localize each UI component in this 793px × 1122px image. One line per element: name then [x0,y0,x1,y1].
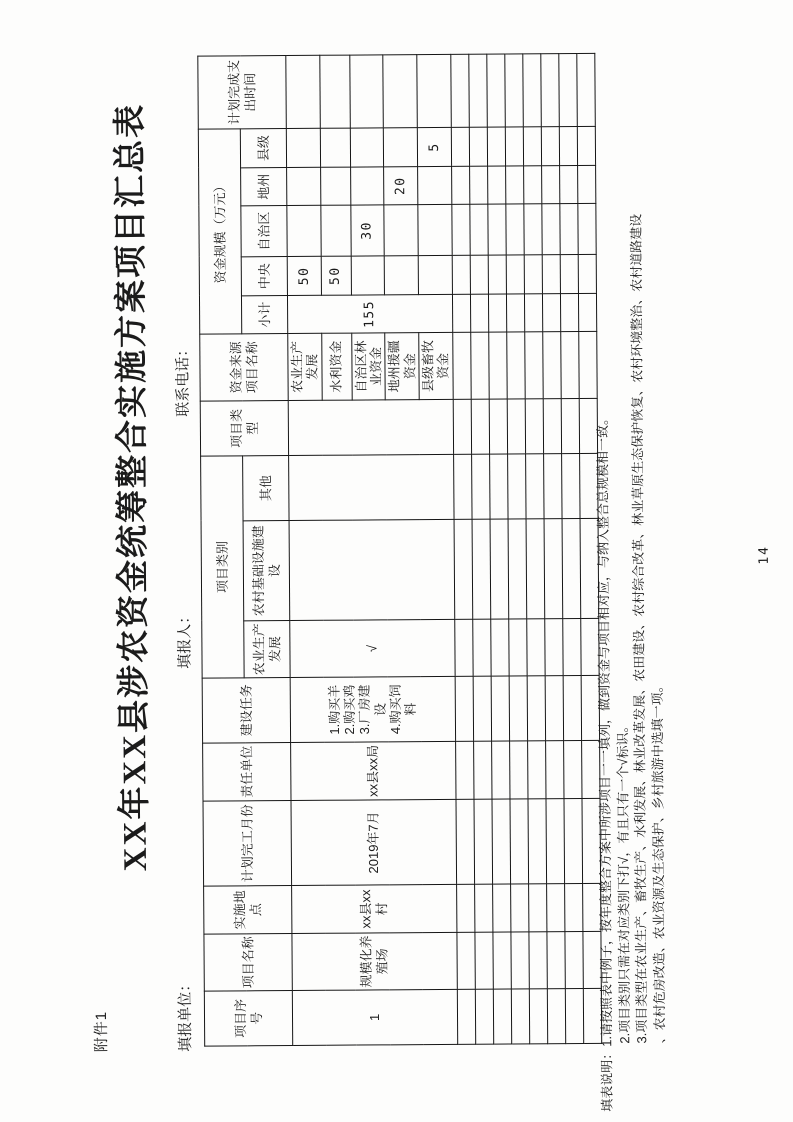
cell-seq: 1 [292,989,457,1045]
col-header-tasks: 建设任务 [202,678,290,744]
col-group-funding-scale: 资金规模（万元） [198,129,241,334]
task-line: 4.购买饲料 [387,684,419,735]
cell-location: xx县xx村 [292,884,457,933]
contact-phone-label: 联系电话： [174,341,192,417]
task-line: 1.购买羊 [326,684,342,735]
cell-prefecture [320,167,350,205]
col-header-funding-source: 资金来源项目名称 [200,334,288,402]
cell-category-infra [289,519,454,620]
cell-completion-time [349,55,383,128]
col-header-project-type: 项目类型 [200,401,288,457]
header-row-1 [198,56,247,1046]
cell-central: 50 [321,256,351,295]
instruction-line-2: 2.项目类别只需在对应类别下打√，有且只有一个√标识。 [614,719,632,1044]
instruction-line-1: 填表说明：1.请按照表中例子，按年度整合方案中所涉项目一一填列，做到资金与项目相对应，与纳入整合总规模相一致。 [594,411,615,1112]
cell-county [384,128,418,167]
col-header-county: 县级 [240,128,286,167]
cell-tasks [290,676,455,742]
cell-category-agri-checkmark: √ [290,619,455,677]
task-line: 3.厂房建设 [357,684,388,735]
cell-completion-time [319,55,350,128]
page-title: XX年XX县涉农资金统筹整合实施方案项目汇总表 [112,102,154,872]
cell-category-other [289,454,454,520]
col-header-central: 中央 [241,257,287,296]
cell-region [418,204,452,255]
cell-finish-month: 2019年7月 [291,799,456,885]
cell-prefecture [287,167,321,205]
instruction-line-4: 、农村危房改造、农业资源及生态保护、乡村旅游中选填一项。 [649,679,667,1044]
cell-central: 50 [287,256,321,295]
cell-completion-time [383,55,417,128]
reporter-label: 填报人： [176,608,194,669]
cell-county: 5 [417,127,451,166]
cell-responsible-unit: xx县xx局 [291,741,456,800]
col-group-category: 项目类别 [201,456,245,678]
cell-county [286,128,320,167]
cell-funding-source: 水利资金 [321,333,351,400]
cell-prefecture [350,167,384,205]
cell-completion-time [417,54,451,127]
cell-funding-source: 县级畜牧资金 [419,332,453,399]
task-line: 2.购买鸡 [341,684,358,735]
form-instructions [591,71,668,1111]
cell-region [287,205,321,256]
col-header-category-infra: 农村基础设施建设 [243,521,290,621]
cell-central [385,256,419,295]
cell-prefecture [418,166,452,204]
cell-central [418,255,452,294]
cell-central [351,256,385,295]
col-header-name: 项目名称 [204,934,292,992]
cell-county [350,128,384,167]
cell-funding-source: 地州援疆资金 [385,333,419,400]
cell-region [321,205,351,256]
col-header-finish-month: 计划完工月份 [203,801,292,887]
col-header-location: 实施地点 [204,886,292,935]
col-header-category-other: 其他 [243,456,289,521]
cell-project-name: 规模化养殖场 [292,932,457,990]
attachment-label: 附件1 [92,1010,111,1053]
col-header-prefecture: 地州 [241,168,287,206]
cell-project-type [288,399,453,455]
page-number: 14 [756,544,772,565]
col-header-subtotal: 小计 [241,296,287,334]
reporting-unit-label: 填报单位： [176,976,195,1052]
cell-subtotal: 155 [287,294,452,333]
project-summary-table [197,53,602,1047]
cell-completion-time [286,55,320,128]
col-header-completion-time: 计划完成支出时间 [198,55,287,129]
cell-region [384,205,418,256]
cell-funding-source: 自治区林业资金 [351,333,385,400]
col-header-seq: 项目序号 [204,991,292,1047]
meta-row [167,57,196,1117]
col-header-region: 自治区 [241,206,287,257]
cell-region: 30 [351,205,385,256]
cell-county [320,128,350,167]
col-header-category-agri: 农业生产发展 [244,621,290,678]
cell-prefecture: 20 [384,167,418,205]
rotated-landscape-sheet [81,53,788,1118]
instruction-line-3: 3.项目类型在农业生产、畜牧生产、水利发展、林业改革发展、农田建设、农村综合改革、林业草原生态保护恢复、农村环境整治、农村道路建设 [628,213,650,1044]
col-header-responsible-unit: 责任单位 [203,743,291,802]
cell-funding-source: 农业生产发展 [288,333,322,400]
